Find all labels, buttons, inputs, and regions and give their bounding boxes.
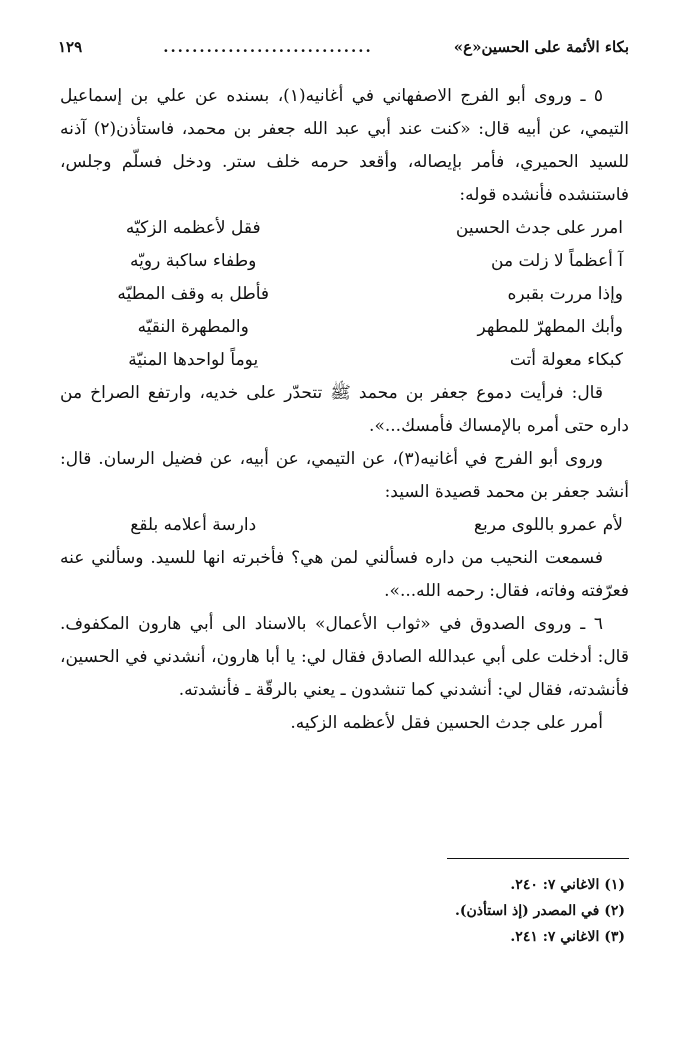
poem-block-1 — [60, 212, 629, 377]
verse-first-hemistich: امرر على جدث الحسين — [455, 218, 623, 238]
verse-line — [60, 245, 629, 278]
verse-second-hemistich: والمطهرة النقيّه — [137, 317, 249, 337]
verse-line — [60, 311, 629, 344]
page-number: ١٢٩ — [58, 38, 83, 56]
verse-second-hemistich: فقل لأعظمه الزكيّه — [125, 218, 261, 238]
footnote: (٣) الاغاني ٧: ٢٤١. — [510, 929, 625, 945]
verse-line — [60, 278, 629, 311]
paragraph-narration-6: ٦ ـ وروى الصدوق في «ثواب الأعمال» بالاسناد الى أبي هارون المكفوف. قال: أدخلت على أبي عبدالله الصادق فقال لي: يا أبا هارون، أنشدني في الحسين، فأنشدته، فقال لي: أنشدني كما تنشدون ـ يعني بالرقّة ـ فأنشدته. — [60, 614, 629, 700]
header-title: بكاء الأئمة على الحسين«ع» — [453, 38, 629, 56]
verse-second-hemistich: فأطل به وقف المطيّه — [117, 284, 270, 304]
verse-first-hemistich: كبكاء معولة أتت — [509, 350, 623, 370]
paragraph-verse-quote: أمرر على جدث الحسين فقل لأعظمه الزكيه. — [290, 713, 603, 733]
page-body — [60, 80, 629, 740]
verse-second-hemistich: وطفاء ساكبة رويّه — [130, 251, 257, 271]
paragraph-tears: قال: فرأيت دموع جعفر بن محمد ﷺ تتحدّر على خديه، وارتفع الصراخ من داره حتى أمره بالإمساك فأمسك...». — [60, 383, 629, 436]
verse-second-hemistich: يوماً لواحدها المنيّة — [128, 350, 259, 370]
footnote-divider — [447, 858, 629, 859]
verse-second-hemistich: دارسة أعلامه بلقع — [130, 515, 257, 535]
verse-line — [60, 509, 629, 542]
paragraph-narration-5: ٥ ـ وروى أبو الفرج الاصفهاني في أغانيه(١)، بسنده عن علي بن إسماعيل التيمي، عن أبيه قال: «كنت عند أبي عبد الله جعفر بن محمد، فاستأذن(٢) آذنه للسيد الحميري، فأمر بإيصاله، وأقعد حرمه خلف ستر. ودخل فسلّم وجلس، فاستنشده فأنشده قوله: — [60, 86, 629, 205]
paragraph-lament: فسمعت النحيب من داره فسألني لمن هي؟ فأخبرته انها للسيد. وسألني عنه فعرّفته وفاته، فقال: رحمه الله...». — [60, 548, 629, 601]
footnote: (٢) في المصدر (إذ استأذن). — [454, 903, 625, 919]
verse-line — [60, 344, 629, 377]
footnote: (١) الاغاني ٧: ٢٤٠. — [510, 877, 625, 893]
running-header — [58, 34, 629, 60]
verse-line — [60, 212, 629, 245]
header-leader-dots: ............................. — [163, 38, 373, 56]
poem-block-2 — [60, 509, 629, 542]
verse-first-hemistich: وإذا مررت بقبره — [507, 284, 623, 304]
verse-first-hemistich: آ أعظماً لا زلت من — [491, 251, 623, 271]
verse-first-hemistich: لأم عمرو باللوى مربع — [473, 515, 623, 535]
paragraph-narration-fudayl: وروى أبو الفرج في أغانيه(٣)، عن التيمي، عن أبيه، عن فضيل الرسان. قال: أنشد جعفر بن محمد قصيدة السيد: — [60, 449, 629, 502]
verse-first-hemistich: وأبك المطهرّ للمطهر — [477, 317, 623, 337]
footnotes — [455, 872, 625, 950]
